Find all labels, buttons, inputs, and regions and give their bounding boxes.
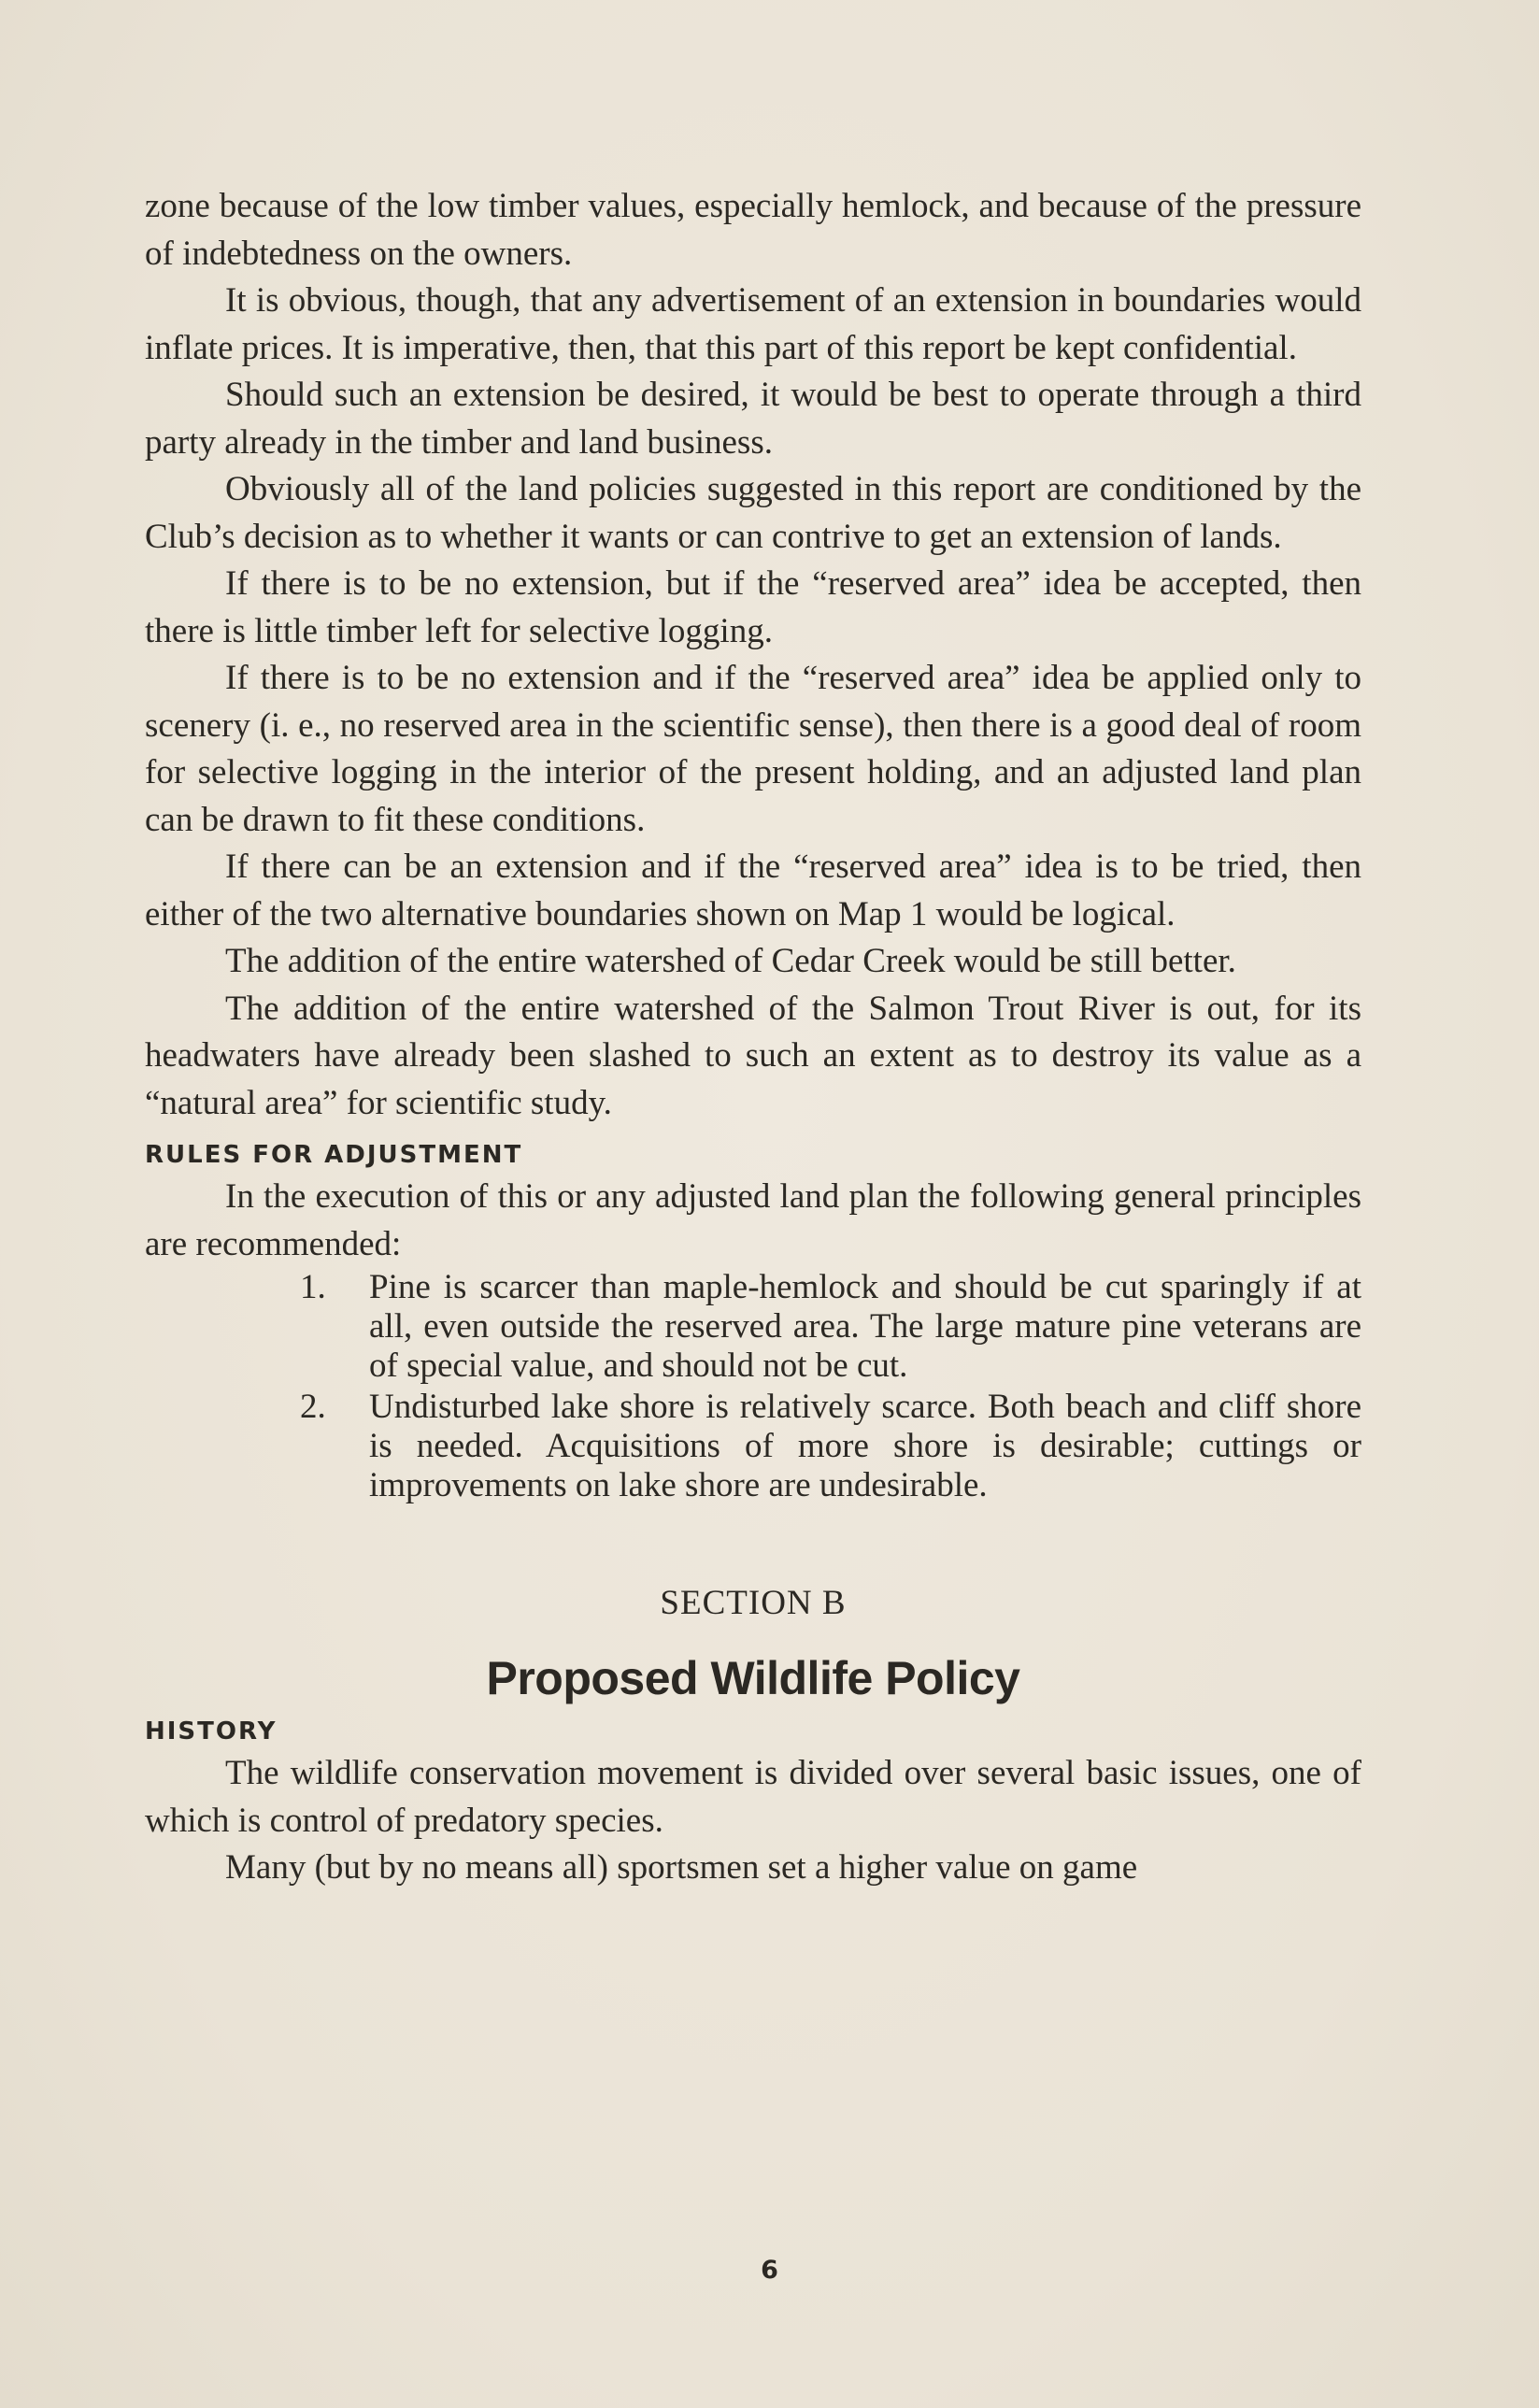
paragraph: zone because of the low timber values, especially hemlock, and because of the pressure of indebtedness on the owners. [145, 187, 1361, 273]
rules-heading: RULES FOR ADJUSTMENT [145, 1141, 523, 1169]
paragraph: If there is to be no extension, but if the “reserved area” idea be accepted, then there is little timber left for selective logging. [145, 564, 1361, 650]
rule-number: 1. [300, 1268, 326, 1306]
rule-number: 2. [300, 1388, 326, 1426]
page-body [145, 183, 1361, 1892]
rules-intro: In the execution of this or any adjusted land plan the following general principles are recommended: [145, 1177, 1361, 1263]
rules-list [145, 1268, 1361, 1505]
rule-text: Undisturbed lake shore is relatively scarce. Both beach and cliff shore is needed. Acquisitions of more shore is desirable; cuttings or improvements on lake shore are undesirable. [369, 1388, 1361, 1504]
paragraph: The addition of the entire watershed of the Salmon Trout River is out, for its headwaters have already been slashed to such an extent as to destroy its value as a “natural area” for scientific study. [145, 989, 1361, 1122]
section-label: SECTION B [660, 1584, 847, 1622]
paragraph: It is obvious, though, that any advertisement of an extension in boundaries would inflate prices. It is imperative, then, that this part of this report be kept confidential. [145, 281, 1361, 367]
paragraph: The wildlife conservation movement is divided over several basic issues, one of which is control of predatory species. [145, 1754, 1361, 1840]
page-number: 6 [761, 2256, 778, 2285]
paragraph: If there can be an extension and if the “reserved area” idea is to be tried, then either of the two alternative boundaries shown on Map 1 would be logical. [145, 848, 1361, 933]
section-title: Proposed Wildlife Policy [486, 1652, 1020, 1704]
rule-item [145, 1388, 1361, 1505]
rule-text: Pine is scarcer than maple-hemlock and should be cut sparingly if at all, even outside the reserved area. The large mature pine veterans are of special value, and should not be cut. [369, 1268, 1361, 1385]
paragraph: Should such an extension be desired, it would be best to operate through a third party already in the timber and land business. [145, 376, 1361, 462]
history-heading: HISTORY [145, 1717, 278, 1745]
rule-item [145, 1268, 1361, 1386]
paragraph: Many (but by no means all) sportsmen set a higher value on game [225, 1848, 1138, 1887]
paragraph: Obviously all of the land policies suggested in this report are conditioned by the Club’s decision as to whether it wants or can contrive to get an extension of lands. [145, 470, 1361, 556]
paragraph: If there is to be no extension and if the “reserved area” idea be applied only to scenery (i. e., no reserved area in the scientific sense), then there is a good deal of room for selective logging in the interior of the present holding, and an adjusted land plan can be drawn to fit these conditions. [145, 659, 1361, 839]
paragraph: The addition of the entire watershed of Cedar Creek would be still better. [225, 942, 1236, 980]
